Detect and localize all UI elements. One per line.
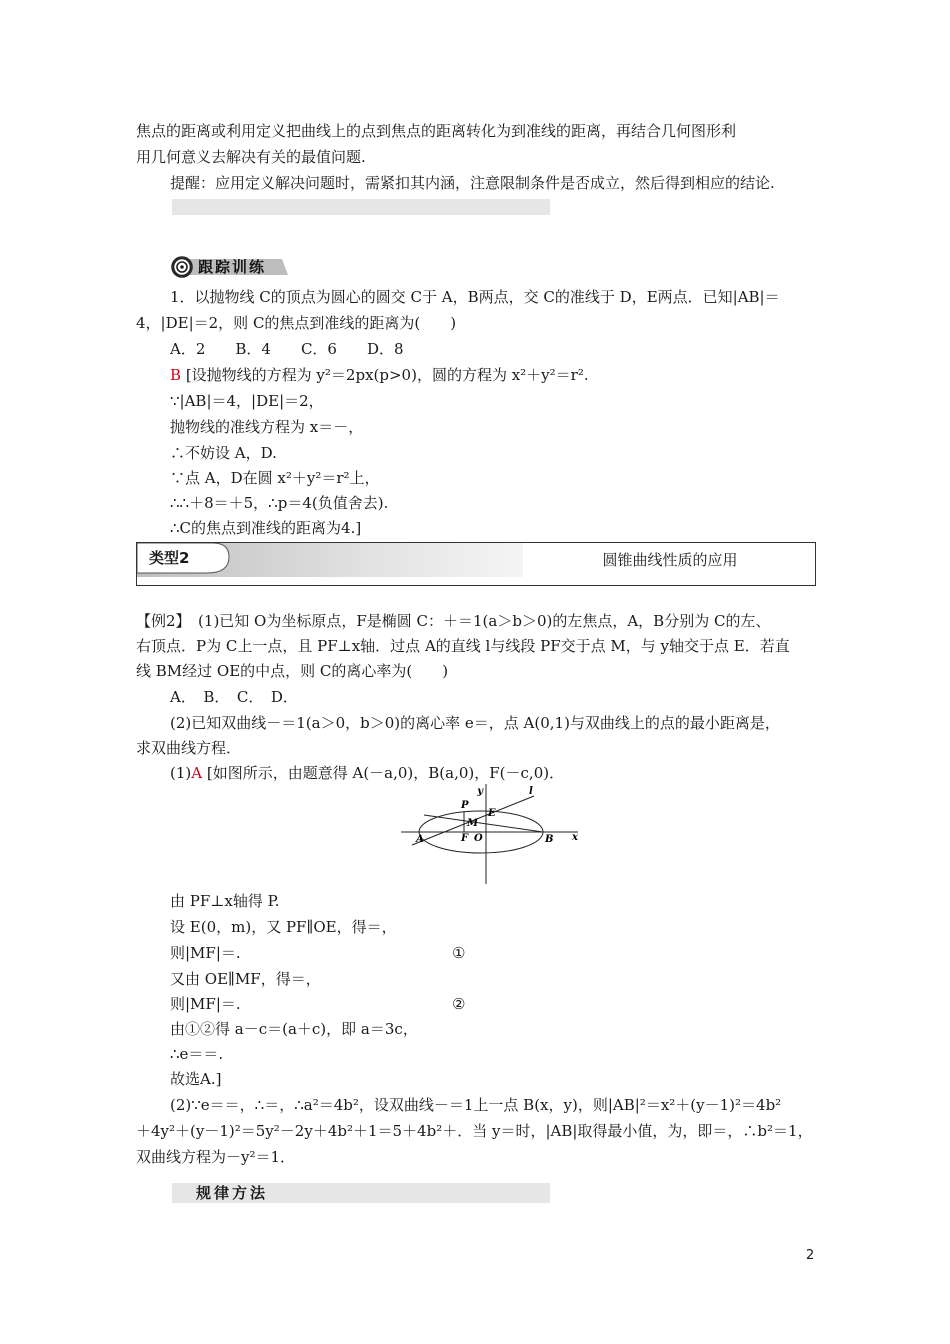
- rule-banner-label: 规律方法: [196, 1184, 269, 1202]
- solution-text: [设抛物线的方程为 y²＝2px(p>0)，圆的方程为 x²＋y²＝r².: [185, 366, 589, 384]
- derivation-line: 故选A.]: [170, 1070, 222, 1088]
- example-options: A． B． C． D．: [170, 688, 298, 706]
- solution-line: 抛物线的准线方程为 x＝－，: [170, 418, 364, 436]
- equation-marker: ①: [452, 944, 466, 962]
- text-line: 焦点的距离或利用定义把曲线上的点到焦点的距离转化为到准线的距离，再结合几何图形利: [136, 122, 737, 140]
- answer-letter: B: [170, 366, 182, 384]
- example-line: (2)已知双曲线－＝1(a＞0，b＞0)的离心率 e＝，点 A(0,1)与双曲线上的点的最小距离是，: [170, 714, 780, 732]
- rule-banner: [172, 1183, 550, 1203]
- solution-line: ＋4y²＋(y－1)²＝5y²－2y＋4b²＋1＝5＋4b²＋．当 y＝时，|AB|取得最小值，为，即＝，∴b²＝1，: [136, 1122, 813, 1140]
- derivation-line: 由①②得 a－c＝(a＋c)，即 a＝3c，: [170, 1020, 418, 1038]
- solution-line: ∵点 A，D在圆 x²＋y²＝r²上，: [170, 469, 380, 487]
- derivation-line: 设 E(0，m)，又 PF∥OE，得＝，: [170, 918, 397, 936]
- solution-line: ∵|AB|＝4，|DE|＝2，: [170, 392, 324, 410]
- text-line: 提醒：应用定义解决问题时，需紧扣其内涵，注意限制条件是否成立，然后得到相应的结论.: [170, 174, 775, 192]
- answer-text: [如图所示，由题意得 A(－a,0)，B(a,0)，F(－c,0)．: [206, 764, 565, 782]
- section-divider: [172, 199, 550, 215]
- solution-line: ∴不妨设 A，D.: [170, 444, 277, 462]
- derivation-line: ∴e＝＝.: [170, 1045, 224, 1063]
- answer-line: [170, 762, 564, 784]
- type-header: [136, 542, 816, 586]
- question-stem: 1．以抛物线 C的顶点为圆心的圆交 C于 A，B两点，交 C的准线于 D，E两点．已知|AB|＝: [170, 288, 780, 306]
- label-e: E: [488, 808, 496, 819]
- derivation-line: 则|MF|＝.: [170, 995, 241, 1013]
- label-x: x: [572, 832, 578, 843]
- label-m: M: [467, 818, 479, 829]
- derivation-line: 由 PF⊥x轴得 P.: [170, 892, 280, 910]
- solution-line: (2)∵e＝＝，∴＝，∴a²＝4b²，设双曲线－＝1上一点 B(x，y)，则|AB|²＝x²＋(y－1)²＝4b²: [170, 1096, 782, 1114]
- label-o: O: [474, 833, 483, 844]
- solution-line: [170, 364, 589, 386]
- page-number: 2: [806, 1248, 815, 1263]
- label-f: F: [461, 833, 469, 844]
- answer-prefix: (1): [170, 764, 192, 782]
- label-b: B: [545, 834, 554, 845]
- text-line: 用几何意义去解决有关的最值问题.: [136, 148, 366, 166]
- answer-letter: A: [191, 764, 203, 782]
- solution-line: ∴C的焦点到准线的距离为4.]: [170, 519, 362, 537]
- follow-training-banner: [170, 256, 288, 278]
- example-line: 右顶点．P为 C上一点，且 PF⊥x轴．过点 A的直线 l与线段 PF交于点 M，与 y轴交于点 E．若直: [136, 637, 790, 655]
- ellipse-figure: [398, 782, 598, 886]
- example-line: 【例2】 (1)已知 O为坐标原点，F是椭圆 C：＋＝1(a＞b＞0)的左焦点，A，B分别为 C的左、: [136, 612, 771, 630]
- type-tag-shape: [137, 543, 523, 585]
- label-l: l: [529, 786, 533, 797]
- question-options: A．2 B．4 C．6 D．8: [170, 340, 404, 358]
- type-title: 圆锥曲线性质的应用: [602, 551, 738, 569]
- label-p: P: [461, 800, 469, 811]
- solution-line: 双曲线方程为－y²＝1．: [136, 1148, 296, 1166]
- target-icon: [171, 256, 193, 278]
- derivation-line: 则|MF|＝.: [170, 944, 241, 962]
- question-stem: 4，|DE|＝2，则 C的焦点到准线的距离为( ): [136, 314, 457, 332]
- type-tag-label: 类型2: [149, 549, 190, 567]
- label-a: A: [416, 834, 424, 845]
- banner-label: 跟踪训练: [198, 258, 267, 276]
- label-y: y: [477, 786, 483, 797]
- solution-line: ∴∴＋8＝＋5，∴p＝4(负值舍去).: [170, 494, 389, 512]
- equation-marker: ②: [452, 995, 466, 1013]
- derivation-line: 又由 OE∥MF，得＝，: [170, 970, 321, 988]
- example-line: 求双曲线方程．: [136, 739, 242, 757]
- example-line: 线 BM经过 OE的中点，则 C的离心率为( ): [136, 662, 449, 680]
